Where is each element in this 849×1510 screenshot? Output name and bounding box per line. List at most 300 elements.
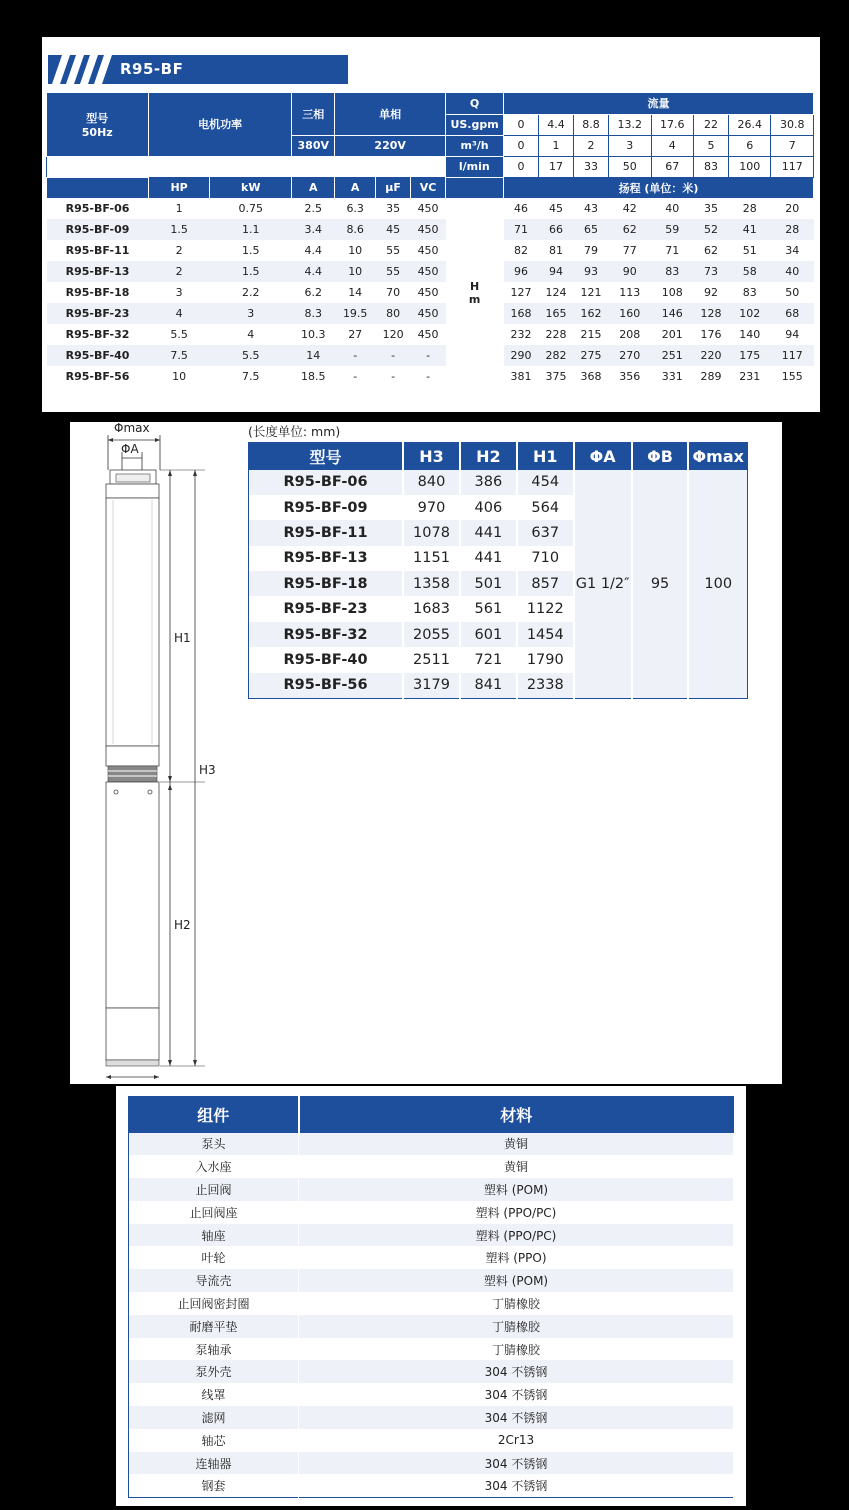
- material-name: 黄铜: [299, 1133, 734, 1156]
- table-cell: -: [353, 370, 358, 383]
- dims-header: H1: [517, 443, 574, 470]
- sub-header: HP: [149, 177, 210, 198]
- table-cell: 2: [175, 244, 183, 257]
- table-cell: 721: [460, 647, 517, 672]
- table-cell: 231: [739, 370, 761, 383]
- table-cell: R95-BF-13: [249, 546, 404, 571]
- table-cell: 450: [417, 286, 439, 299]
- table-cell: 45: [549, 202, 564, 216]
- component-name: 叶轮: [129, 1246, 299, 1269]
- table-cell: 4.4: [304, 244, 323, 257]
- material-name: 丁腈橡胶: [299, 1292, 734, 1315]
- mat-header-component: 组件: [129, 1097, 299, 1133]
- materials-table: [128, 1096, 734, 1498]
- table-cell: R95-BF-56: [249, 673, 404, 698]
- table-cell: 34: [785, 244, 800, 257]
- table-cell: 43: [584, 202, 599, 216]
- table-cell: 381: [510, 370, 532, 383]
- performance-panel: [42, 37, 820, 412]
- flow-value: 30.8: [771, 114, 814, 135]
- table-cell: 27: [348, 328, 363, 341]
- table-row: [129, 1406, 734, 1429]
- table-cell: 561: [460, 596, 517, 621]
- performance-table: [46, 93, 814, 387]
- table-cell: 1358: [403, 571, 460, 596]
- table-row: [47, 303, 814, 324]
- table-row: [249, 470, 748, 495]
- table-cell: 8.6: [335, 219, 376, 240]
- table-cell: 450: [417, 328, 439, 341]
- flow-unit: l/min: [446, 156, 504, 177]
- table-cell: 160: [609, 303, 651, 324]
- pump-drawing: [70, 422, 240, 1084]
- header-power: 电机功率: [149, 93, 292, 156]
- flow-value: 83: [693, 156, 728, 177]
- component-name: 耐磨平垫: [129, 1315, 299, 1338]
- component-name: 轴芯: [129, 1429, 299, 1452]
- table-cell: 93: [574, 261, 609, 282]
- table-cell: 77: [622, 244, 637, 257]
- table-cell: 450: [411, 303, 446, 324]
- table-cell: -: [335, 345, 376, 366]
- dimensions-panel: [70, 422, 782, 1084]
- table-cell: 3: [210, 303, 292, 324]
- material-name: 304 不锈钢: [299, 1360, 734, 1383]
- table-cell: 441: [460, 520, 517, 545]
- table-cell: 1122: [517, 596, 574, 621]
- table-cell: 368: [580, 370, 602, 383]
- table-cell: R95-BF-32: [249, 622, 404, 647]
- table-cell: 127: [510, 286, 532, 299]
- table-cell: 6.2: [304, 286, 323, 299]
- component-name: 钢套: [129, 1474, 299, 1497]
- dims-merged-phi-max: 100: [688, 470, 747, 699]
- table-cell: 113: [619, 286, 641, 299]
- table-cell: 45: [376, 219, 411, 240]
- flow-unit: m³/h: [446, 135, 504, 156]
- table-cell: 128: [693, 303, 728, 324]
- table-cell: R95-BF-09: [47, 219, 149, 240]
- component-name: 止回阀密封圈: [129, 1292, 299, 1315]
- material-name: 304 不锈钢: [299, 1452, 734, 1475]
- table-cell: 375: [545, 370, 567, 383]
- table-cell: 5.5: [170, 328, 188, 341]
- dims-header: ΦA: [574, 443, 632, 470]
- table-cell: R95-BF-40: [47, 345, 149, 366]
- table-cell: 841: [460, 673, 517, 698]
- flow-value: 0: [504, 114, 539, 135]
- table-cell: 52: [693, 219, 728, 240]
- table-cell: 450: [417, 244, 439, 257]
- table-cell: 1.5: [149, 219, 210, 240]
- table-cell: 28: [742, 202, 757, 216]
- table-cell: 94: [539, 261, 574, 282]
- table-cell: 208: [619, 328, 641, 341]
- material-name: 丁腈橡胶: [299, 1315, 734, 1338]
- table-cell: 71: [504, 219, 539, 240]
- flow-value: 22: [693, 114, 728, 135]
- table-cell: 82: [514, 244, 529, 257]
- head-unit-cell: [446, 198, 504, 387]
- table-row: [129, 1155, 734, 1178]
- table-cell: R95-BF-40: [249, 647, 404, 672]
- flow-unit: US.gpm: [446, 114, 504, 135]
- table-cell: R95-BF-11: [65, 244, 130, 257]
- sub-header: μF: [376, 177, 411, 198]
- unit-note: (长度单位: mm): [248, 424, 341, 439]
- table-cell: 356: [619, 370, 641, 383]
- table-cell: R95-BF-06: [65, 202, 130, 216]
- table-cell: 1.5: [241, 244, 260, 257]
- table-cell: 970: [403, 495, 460, 520]
- table-row: [47, 345, 814, 366]
- table-cell: 71: [665, 244, 680, 257]
- table-cell: 450: [417, 202, 439, 216]
- dims-merged-phi-a: G1 1/2″: [574, 470, 632, 699]
- component-name: 连轴器: [129, 1452, 299, 1475]
- table-cell: 215: [580, 328, 602, 341]
- table-cell: 51: [742, 244, 757, 257]
- voltage-380: 380V: [292, 135, 335, 156]
- header-flow: 流量: [504, 93, 814, 114]
- table-cell: 35: [703, 202, 718, 216]
- table-cell: 83: [651, 261, 693, 282]
- table-cell: 228: [545, 328, 567, 341]
- flow-value: 117: [771, 156, 814, 177]
- component-name: 泵外壳: [129, 1360, 299, 1383]
- table-cell: 81: [549, 244, 564, 257]
- component-name: 止回阀座: [129, 1201, 299, 1224]
- flow-value: 13.2: [609, 114, 651, 135]
- material-name: 塑料 (PPO/PC): [299, 1224, 734, 1247]
- component-name: 入水座: [129, 1155, 299, 1178]
- table-row: [129, 1178, 734, 1201]
- table-cell: 840: [403, 470, 460, 495]
- header-blank: [47, 177, 149, 198]
- flow-value: 26.4: [728, 114, 770, 135]
- table-cell: 1683: [403, 596, 460, 621]
- table-cell: 2511: [403, 647, 460, 672]
- table-cell: 220: [693, 345, 728, 366]
- table-cell: 55: [376, 261, 411, 282]
- table-cell: 637: [517, 520, 574, 545]
- table-cell: 42: [622, 202, 637, 216]
- table-cell: 3.4: [292, 219, 335, 240]
- table-row: [47, 240, 814, 261]
- table-cell: R95-BF-23: [47, 303, 149, 324]
- table-cell: 68: [771, 303, 814, 324]
- table-cell: 290: [504, 345, 539, 366]
- table-row: [129, 1452, 734, 1475]
- material-name: 丁腈橡胶: [299, 1338, 734, 1361]
- component-name: 导流壳: [129, 1269, 299, 1292]
- table-cell: 14: [348, 286, 363, 299]
- flow-value: 1: [539, 135, 574, 156]
- table-row: [129, 1246, 734, 1269]
- table-cell: R95-BF-23: [249, 596, 404, 621]
- table-cell: 270: [609, 345, 651, 366]
- table-cell: 454: [517, 470, 574, 495]
- table-cell: 441: [460, 546, 517, 571]
- h1-label: H1: [174, 631, 191, 645]
- phimax-label: Φmax: [114, 422, 150, 435]
- table-row: [47, 219, 814, 240]
- table-cell: 1: [175, 202, 183, 216]
- flow-value: 67: [651, 156, 693, 177]
- table-cell: 41: [728, 219, 770, 240]
- table-cell: 176: [700, 328, 722, 341]
- table-cell: 1151: [403, 546, 460, 571]
- table-cell: -: [376, 345, 411, 366]
- table-cell: 232: [510, 328, 532, 341]
- sub-header: A: [292, 177, 335, 198]
- table-cell: 3: [175, 286, 183, 299]
- header-head: 扬程 (单位：米): [504, 177, 814, 198]
- table-cell: R95-BF-09: [249, 495, 404, 520]
- table-cell: 40: [665, 202, 680, 216]
- table-cell: 14: [292, 345, 335, 366]
- table-cell: 102: [728, 303, 770, 324]
- table-cell: 59: [651, 219, 693, 240]
- header-q: Q: [446, 93, 504, 114]
- dims-header: ΦB: [632, 443, 689, 470]
- materials-panel: [116, 1086, 746, 1506]
- table-row: [129, 1224, 734, 1247]
- component-name: 止回阀: [129, 1178, 299, 1201]
- sub-header: kW: [210, 177, 292, 198]
- flow-value: 4: [651, 135, 693, 156]
- table-row: [129, 1338, 734, 1361]
- material-name: 塑料 (POM): [299, 1269, 734, 1292]
- table-cell: R95-BF-06: [249, 470, 404, 495]
- table-cell: 140: [739, 328, 761, 341]
- table-row: [47, 261, 814, 282]
- table-cell: 10: [172, 370, 187, 383]
- table-cell: 282: [539, 345, 574, 366]
- table-cell: 4: [149, 303, 210, 324]
- table-cell: 117: [771, 345, 814, 366]
- table-row: [129, 1269, 734, 1292]
- sub-header: A: [335, 177, 376, 198]
- table-cell: 18.5: [301, 370, 326, 383]
- table-cell: 162: [574, 303, 609, 324]
- component-name: 泵头: [129, 1133, 299, 1156]
- table-cell: 1.5: [210, 261, 292, 282]
- flow-value: 5: [693, 135, 728, 156]
- table-cell: 96: [504, 261, 539, 282]
- header-three-phase: 三相: [292, 93, 335, 135]
- table-cell: 2055: [403, 622, 460, 647]
- component-name: 轴座: [129, 1224, 299, 1247]
- dims-header: Φmax: [688, 443, 747, 470]
- table-cell: 857: [517, 571, 574, 596]
- table-cell: 6.3: [346, 202, 364, 216]
- material-name: 304 不锈钢: [299, 1383, 734, 1406]
- table-cell: 108: [661, 286, 683, 299]
- table-cell: 1790: [517, 647, 574, 672]
- material-name: 304 不锈钢: [299, 1406, 734, 1429]
- table-row: [129, 1292, 734, 1315]
- component-name: 滤网: [129, 1406, 299, 1429]
- table-cell: 20: [785, 202, 800, 216]
- table-cell: 66: [539, 219, 574, 240]
- table-cell: R95-BF-32: [65, 328, 130, 341]
- table-row: [47, 198, 814, 219]
- table-cell: 8.3: [292, 303, 335, 324]
- h3-label: H3: [199, 763, 216, 777]
- spacer: [149, 156, 446, 177]
- table-cell: 80: [376, 303, 411, 324]
- table-cell: 46: [514, 202, 529, 216]
- table-row: [47, 282, 814, 303]
- table-cell: 1454: [517, 622, 574, 647]
- table-cell: 10: [348, 244, 363, 257]
- flow-value: 17: [539, 156, 574, 177]
- table-cell: 175: [728, 345, 770, 366]
- head-unit-m: m: [468, 292, 481, 306]
- table-cell: 70: [386, 286, 401, 299]
- table-cell: R95-BF-18: [249, 571, 404, 596]
- table-cell: 73: [693, 261, 728, 282]
- material-name: 塑料 (PPO/PC): [299, 1201, 734, 1224]
- table-row: [129, 1133, 734, 1156]
- table-row: [129, 1201, 734, 1224]
- component-name: 线罩: [129, 1383, 299, 1406]
- phia-label: ΦA: [121, 442, 139, 456]
- flow-value: 6: [728, 135, 770, 156]
- table-cell: 0.75: [238, 202, 263, 216]
- table-cell: 146: [651, 303, 693, 324]
- flow-value: 2: [574, 135, 609, 156]
- table-cell: 406: [460, 495, 517, 520]
- stripes-logo: [52, 55, 112, 84]
- table-cell: 501: [460, 571, 517, 596]
- table-cell: 5.5: [210, 345, 292, 366]
- table-cell: 121: [580, 286, 602, 299]
- header-blank: [446, 177, 504, 198]
- table-cell: 289: [700, 370, 722, 383]
- table-row: [129, 1474, 734, 1497]
- flow-value: 17.6: [651, 114, 693, 135]
- table-cell: 124: [545, 286, 567, 299]
- table-cell: -: [391, 370, 396, 383]
- material-name: 塑料 (POM): [299, 1178, 734, 1201]
- table-cell: 1.1: [210, 219, 292, 240]
- table-cell: 450: [411, 219, 446, 240]
- table-row: [47, 324, 814, 345]
- material-name: 2Cr13: [299, 1429, 734, 1452]
- material-name: 黄铜: [299, 1155, 734, 1178]
- table-cell: 2338: [517, 673, 574, 698]
- dims-merged-phi-b: 95: [632, 470, 689, 699]
- h2-label: H2: [174, 918, 191, 932]
- table-cell: 450: [411, 261, 446, 282]
- table-cell: 62: [609, 219, 651, 240]
- table-cell: 62: [703, 244, 718, 257]
- table-cell: 90: [609, 261, 651, 282]
- component-name: 泵轴承: [129, 1338, 299, 1361]
- flow-value: 4.4: [539, 114, 574, 135]
- table-cell: 155: [781, 370, 803, 383]
- table-cell: 83: [742, 286, 757, 299]
- table-cell: 168: [504, 303, 539, 324]
- flow-value: 0: [504, 135, 539, 156]
- flow-value: 33: [574, 156, 609, 177]
- table-cell: -: [411, 345, 446, 366]
- table-cell: 331: [661, 370, 683, 383]
- table-cell: 35: [386, 202, 401, 216]
- table-cell: 2.2: [241, 286, 260, 299]
- voltage-220: 220V: [335, 135, 446, 156]
- table-cell: 386: [460, 470, 517, 495]
- table-cell: 251: [651, 345, 693, 366]
- table-cell: 165: [539, 303, 574, 324]
- table-cell: 92: [703, 286, 718, 299]
- table-cell: 2: [149, 261, 210, 282]
- table-row: [47, 366, 814, 387]
- table-cell: 19.5: [335, 303, 376, 324]
- table-cell: 65: [574, 219, 609, 240]
- table-cell: 10: [335, 261, 376, 282]
- table-cell: 40: [771, 261, 814, 282]
- material-name: 304 不锈钢: [299, 1474, 734, 1497]
- dims-header: H2: [460, 443, 517, 470]
- header-single-phase: 单相: [335, 93, 446, 135]
- table-cell: R95-BF-18: [65, 286, 130, 299]
- mat-header-material: 材料: [299, 1097, 734, 1133]
- table-cell: 564: [517, 495, 574, 520]
- table-cell: 10.3: [301, 328, 326, 341]
- page-title: R95-BF: [120, 60, 184, 78]
- head-unit-h: H: [469, 279, 480, 293]
- table-cell: 1078: [403, 520, 460, 545]
- table-cell: 120: [382, 328, 404, 341]
- table-row: [129, 1383, 734, 1406]
- flow-value: 8.8: [574, 114, 609, 135]
- flow-value: 3: [609, 135, 651, 156]
- table-row: [129, 1315, 734, 1338]
- table-cell: R95-BF-56: [65, 370, 130, 383]
- table-cell: 710: [517, 546, 574, 571]
- table-cell: 79: [584, 244, 599, 257]
- table-cell: R95-BF-11: [249, 520, 404, 545]
- material-name: 塑料 (PPO): [299, 1246, 734, 1269]
- table-cell: 50: [785, 286, 800, 299]
- table-cell: 28: [771, 219, 814, 240]
- dims-header: 型号: [249, 443, 404, 470]
- table-cell: 201: [661, 328, 683, 341]
- table-row: [129, 1360, 734, 1383]
- table-cell: 275: [574, 345, 609, 366]
- table-cell: 7.5: [241, 370, 260, 383]
- flow-value: 7: [771, 135, 814, 156]
- table-cell: 7.5: [149, 345, 210, 366]
- table-cell: R95-BF-13: [47, 261, 149, 282]
- table-cell: 2.5: [304, 202, 323, 216]
- table-cell: 58: [728, 261, 770, 282]
- table-row: [129, 1429, 734, 1452]
- table-cell: 4.4: [292, 261, 335, 282]
- table-cell: 3179: [403, 673, 460, 698]
- flow-value: 100: [728, 156, 770, 177]
- table-cell: 55: [386, 244, 401, 257]
- spacer: [47, 156, 149, 177]
- table-cell: -: [426, 370, 431, 383]
- title-band: [48, 55, 348, 84]
- table-cell: 4: [247, 328, 255, 341]
- flow-value: 0: [504, 156, 539, 177]
- dims-header: H3: [403, 443, 460, 470]
